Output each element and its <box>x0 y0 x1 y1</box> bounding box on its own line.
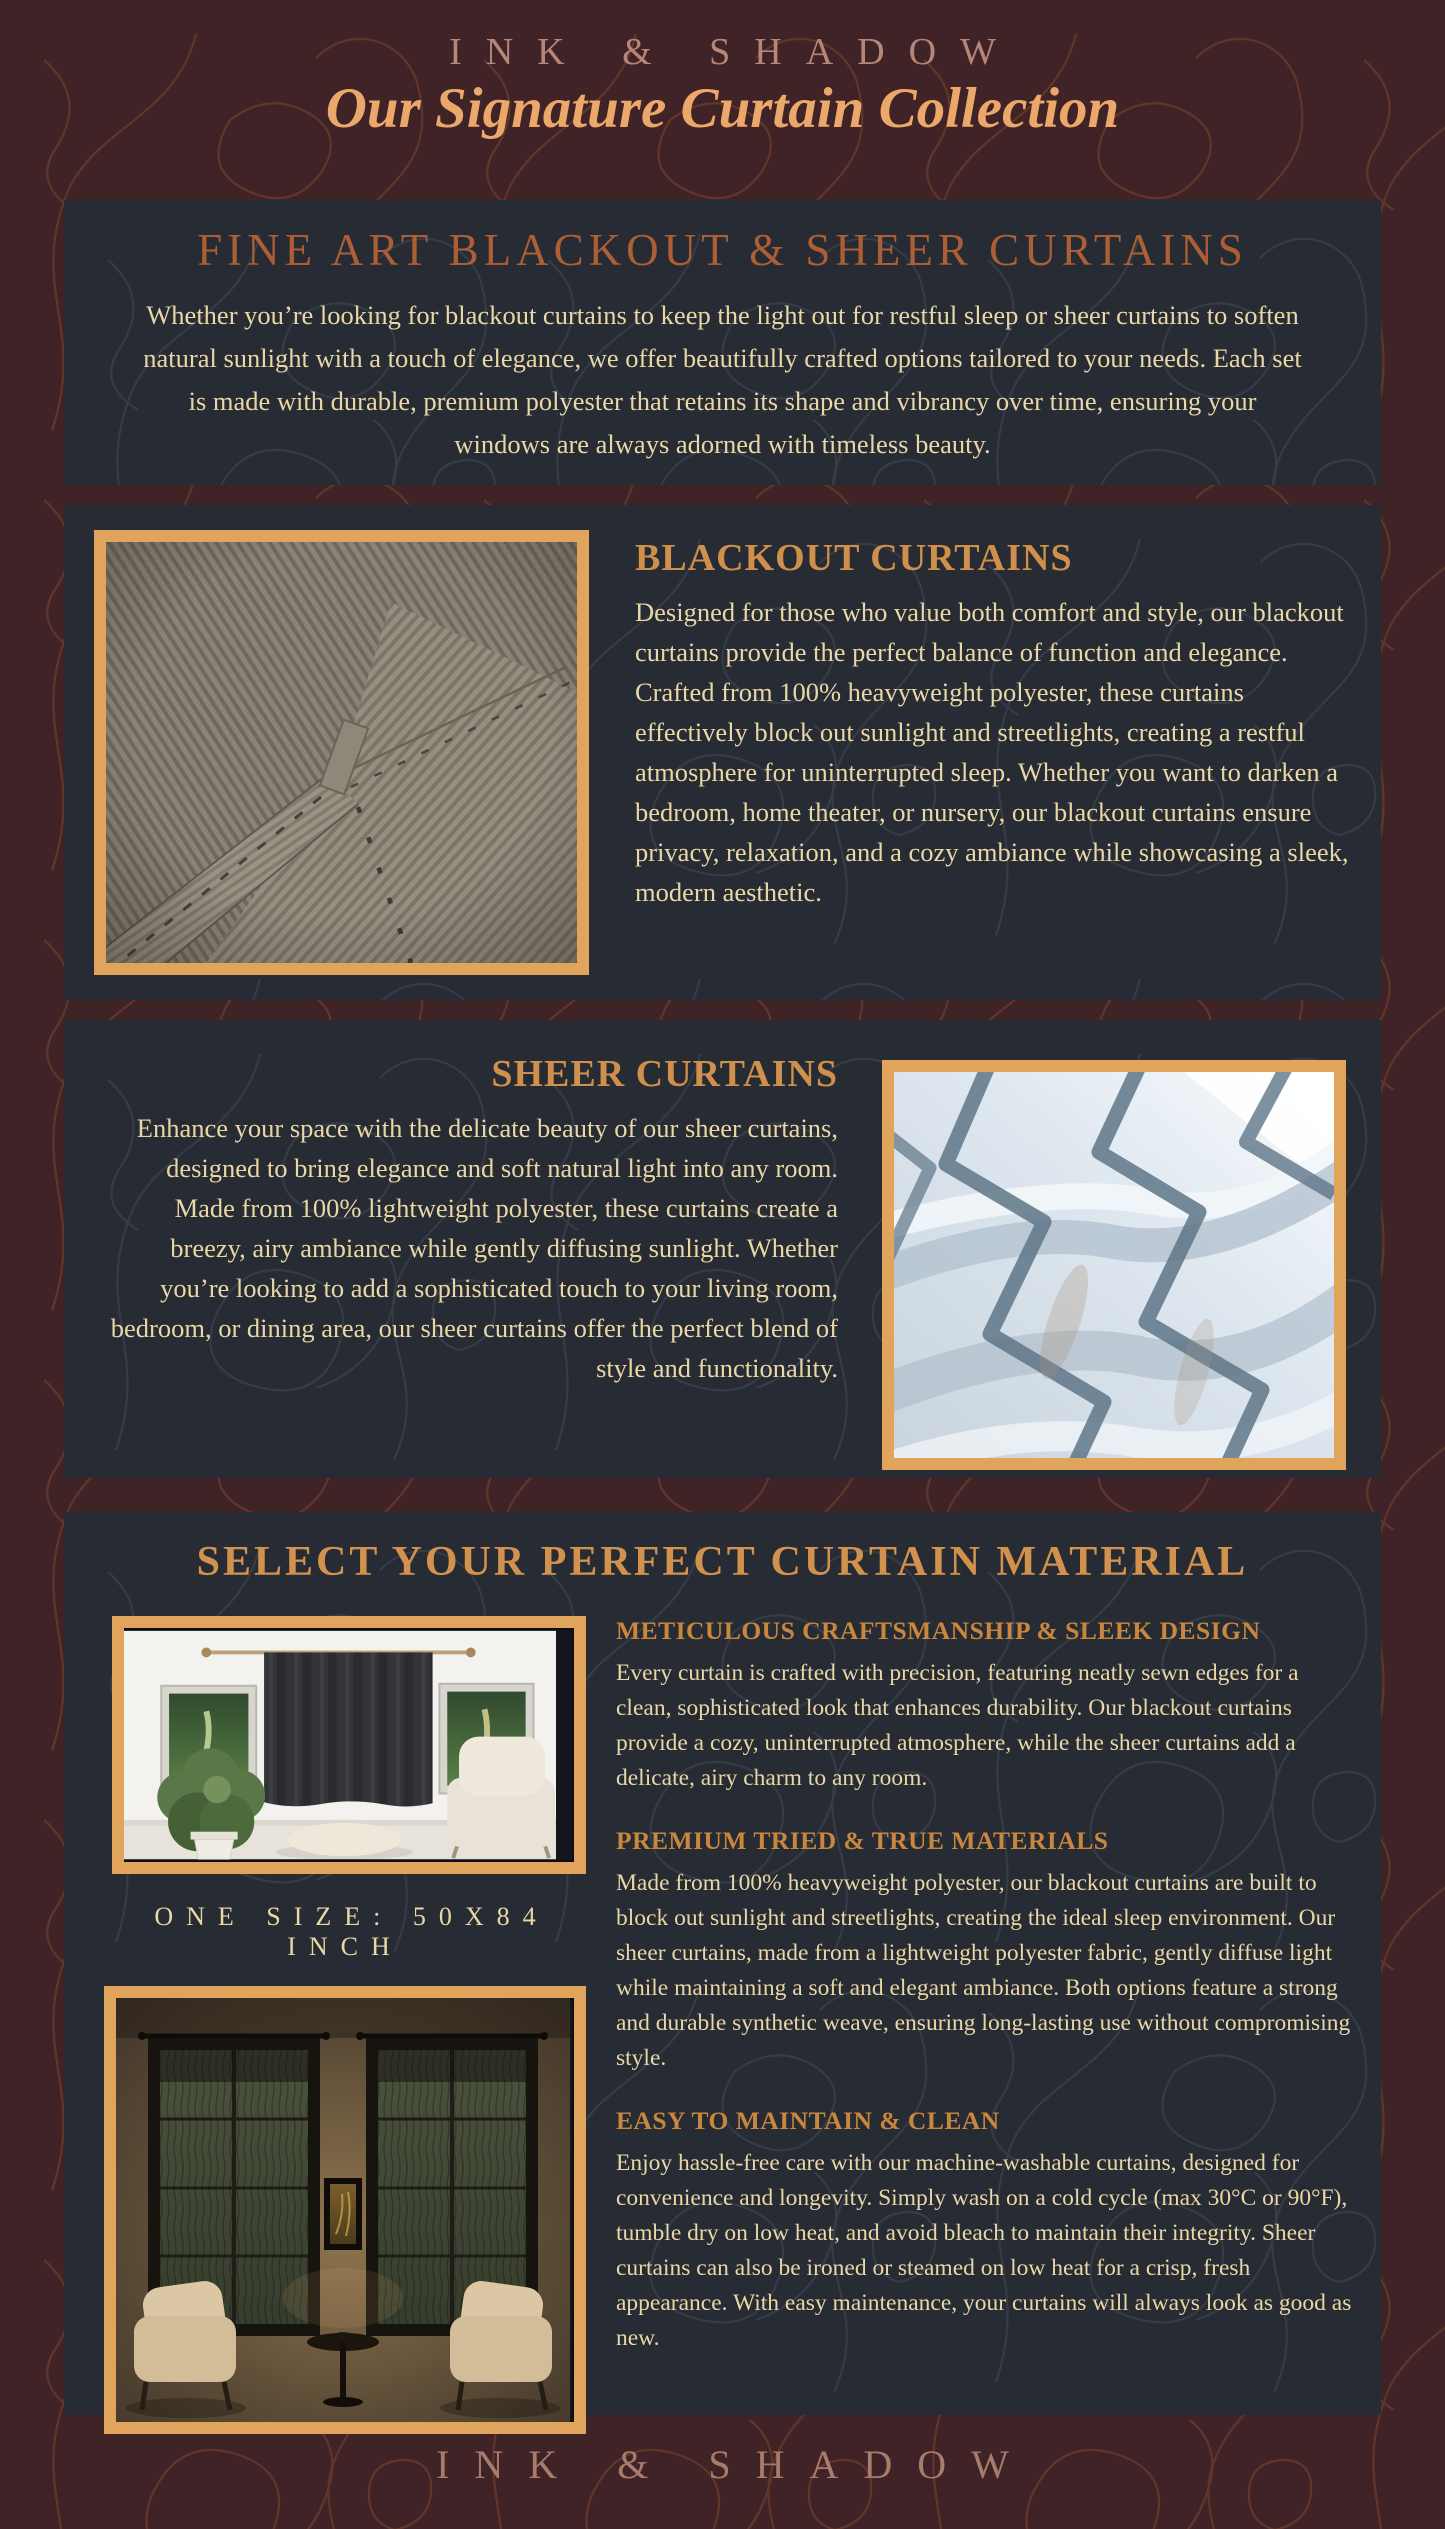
sheer-fabric-illustration <box>894 1072 1334 1458</box>
blackout-fabric-photo-frame <box>94 530 589 975</box>
sheer-windows-illustration <box>116 1998 570 2422</box>
size-label: ONE SIZE: 50X84 INCH <box>154 1902 549 1961</box>
feature-title: PREMIUM TRIED & TRUE MATERIALS <box>616 1826 1109 1855</box>
intro-body: Whether you’re looking for blackout curtains to keep the light out for restful sleep or sheer curtains to soften natural sunlight with a touch of elegance, we offer beautifully crafted options tailored to your needs. Each set is made with durable, premium polyester that retains its shape and vibrancy over time, ensuring your windows are always adorned with timeless beauty. <box>143 300 1302 459</box>
feature-craftsmanship <box>616 1616 1358 1796</box>
blackout-room-photo-frame <box>112 1616 586 1874</box>
panel-intro <box>64 200 1381 485</box>
site-header <box>0 0 1445 200</box>
blackout-room-illustration <box>124 1628 556 1862</box>
feature-body: Enjoy hassle-free care with our machine-washable curtains, designed for convenience and longevity. Simply wash on a cold cycle (max 30°C or 90°F), tumble dry on low heat, and avoid bleach to maintain their integrity. Sheer curtains can also be ironed or steamed on low heat for a crisp, fresh appearance. With easy maintenance, your curtains will always look as good as new. <box>616 2150 1352 2351</box>
blackout-heading: BLACKOUT CURTAINS <box>635 537 1073 579</box>
sheer-windows-photo-frame <box>104 1986 586 2434</box>
intro-heading: FINE ART BLACKOUT & SHEER CURTAINS <box>197 225 1248 275</box>
feature-body: Every curtain is crafted with precision, featuring neatly sewn edges for a clean, sophisticated look that enhances durability. Our blackout curtains provide a cozy, uninterrupted atmosphere, while the sheer curtains add a delicate, airy charm to any room. <box>616 1660 1299 1791</box>
feature-maintenance <box>616 2106 1358 2356</box>
panel-materials <box>64 1512 1381 2415</box>
feature-title: METICULOUS CRAFTSMANSHIP & SLEEK DESIGN <box>616 1616 1261 1645</box>
panel-sheer <box>64 1020 1381 1478</box>
blackout-fabric-illustration <box>106 542 577 963</box>
feature-body: Made from 100% heavyweight polyester, our blackout curtains are built to block out sunlight and streetlights, creating the ideal sleep environment. Our sheer curtains, made from a lightweight polyester fabric, gently diffuse light while maintaining a soft and elegant ambiance. Both options feature a strong and durable synthetic weave, ensuring long-lasting use without compromising style. <box>616 1870 1351 2071</box>
panel-blackout <box>64 505 1381 1000</box>
brand-logo: INK & SHADOW <box>449 31 1020 73</box>
footer-brand-logo: INK & SHADOW <box>436 2442 1034 2487</box>
sheer-body: Enhance your space with the delicate beauty of our sheer curtains, designed to bring elegance and soft natural light into any room. Made from 100% lightweight polyester, these curtains create a breezy, airy ambiance while gently diffusing sunlight. Whether you’re looking to add a sophisticated touch to your living room, bedroom, or dining area, our sheer curtains offer the perfect blend of style and functionality. <box>110 1113 838 1383</box>
blackout-body: Designed for those who value both comfort and style, our blackout curtains provide the perfect balance of function and elegance. Crafted from 100% heavyweight polyester, these curtains effectively block out sunlight and streetlights, creating a restful atmosphere for uninterrupted sleep. Whether you want to darken a bedroom, home theater, or nursery, our blackout curtains ensure privacy, relaxation, and a cozy ambiance while showcasing a sleek, modern aesthetic. <box>635 597 1349 907</box>
feature-title: EASY TO MAINTAIN & CLEAN <box>616 2106 1000 2135</box>
sheer-fabric-photo-frame <box>882 1060 1346 1470</box>
brand-subtitle: Our Signature Curtain Collection <box>325 77 1120 140</box>
feature-materials <box>616 1826 1358 2076</box>
materials-heading: SELECT YOUR PERFECT CURTAIN MATERIAL <box>196 1539 1249 1585</box>
sheer-heading: SHEER CURTAINS <box>491 1053 838 1095</box>
